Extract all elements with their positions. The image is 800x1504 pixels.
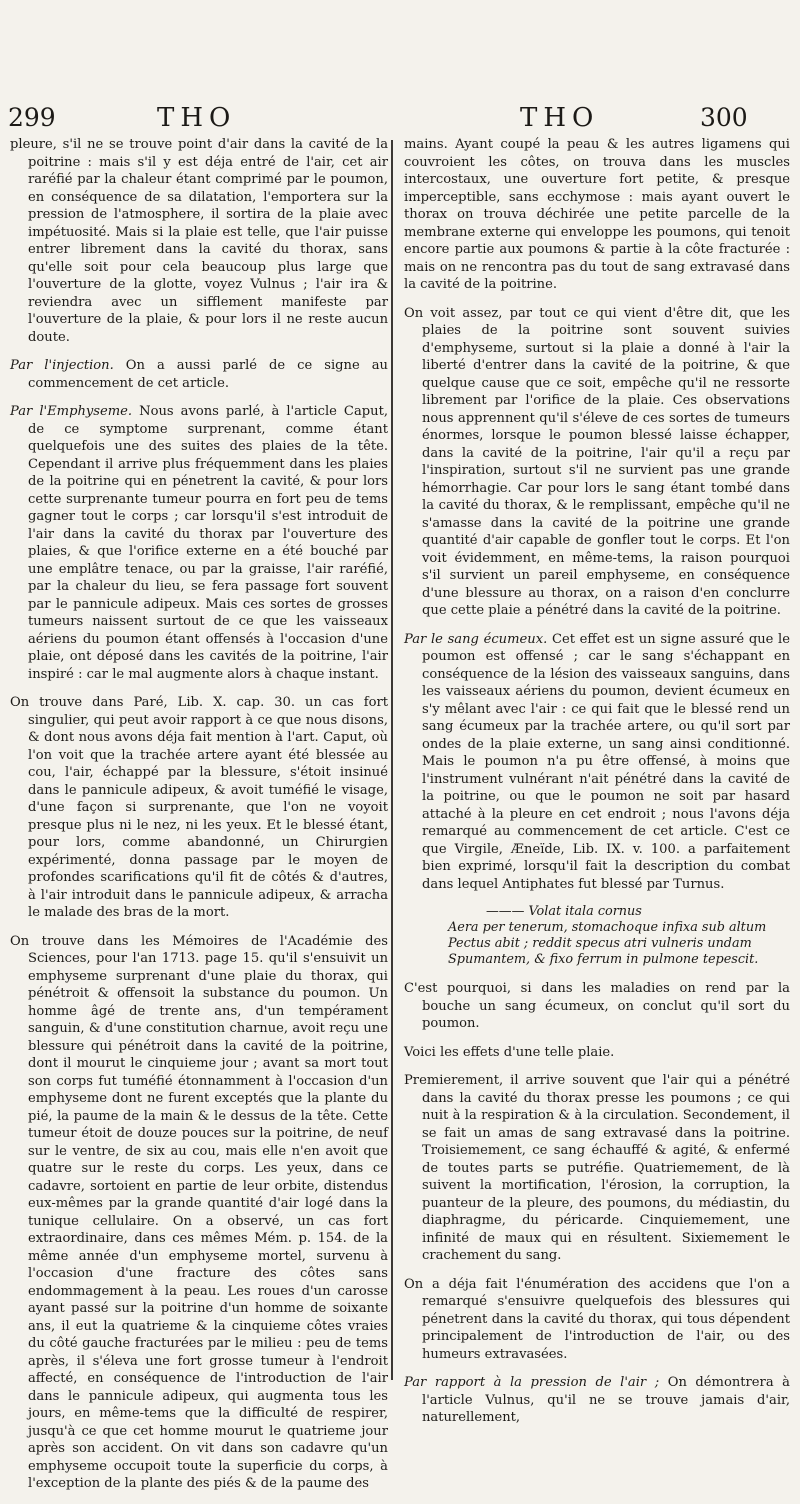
paragraph-lead: Par rapport à la pression de l'air ;	[404, 1375, 660, 1390]
right-running-head: THO	[520, 103, 600, 133]
paragraph	[404, 1072, 790, 1265]
left-column	[10, 136, 388, 1504]
verse-line: Aera per tenerum, stomachoque infixa sub altum	[448, 920, 767, 935]
paragraph-text: On a déja fait l'énumération des accidens que l'on a remarqué s'ensuivre quelquefois des blessures qui pénetrent dans la cavité du thorax, qui tous dépendent principalement de l'introduction de l'air, ou des humeurs extravasées.	[404, 1276, 790, 1362]
paragraph-text: C'est pourquoi, si dans les maladies on rend par la bouche un sang écumeux, on conclut qu'il sort du poumon.	[404, 981, 790, 1031]
left-running-head: THO	[157, 103, 237, 133]
paragraph-text: Premierement, il arrive souvent que l'air qui a pénétré dans la cavité du thorax presse les poumons ; ce qui nuit à la respiration & à la circulation. Secondement, il se fait un amas de sang extravasé dans la poitrine. Troisiemement, ce sang échauffé & agité, & enfermé de toutes parts se putréfie. Quatriemement, de là suivent la mortification, l'érosion, la corruption, la puanteur de la pleure, des poumons, du médiastin, du diaphragme, du péricarde. Cinquiemement, une infinité de maux qui en résultent. Sixiemement le crachement du sang.	[404, 1073, 790, 1263]
paragraph-text: On voit assez, par tout ce qui vient d'être dit, que les plaies de la poitrine sont souvent suivies d'emphyseme, surtout si la plaie a donné à l'air la liberté d'entrer dans la cavité de la poitrine, & que quelque cause que ce soit, empêche qu'il ne ressorte librement par l'orifice de la plaie. Ces observations nous apprennent qu'il s'éleve de ces sortes de tumeurs énormes, lorsque le poumon blessé laisse échapper, dans la cavité de la poitrine, l'air qu'il a reçu par l'inspiration, surtout s'il ne survient pas une grande hémorrhagie. Car pour lors le sang étant tombé dans la cavité du thorax, & le remplissant, empêche qu'il ne s'amasse dans la cavité de la poitrine une grande quantité d'air capable de gonfler tout le corps. Et l'on voit évidemment, en même-tems, la raison pourquoi s'il survient un pareil emphyseme, en conséquence d'une blessure au thorax, on a raison d'en conclurre que cette plaie a pénétré dans la cavité de la poitrine.	[404, 305, 790, 618]
paragraph-lead: Par l'Emphyseme.	[10, 404, 133, 419]
paragraph-text: Cet effet est un signe assuré que le poumon est offensé ; car le sang s'échappant en conséquence de la lésion des vaisseaux sanguins, dans les vaisseaux aériens du poumon, devient écumeux en s'y mêlant avec l'air : ce qui fait que le blessé rend un sang écumeux par la trachée artere, ou qu'il sort par ondes de la plaie externe, un sang ainsi conditionné. Mais le poumon n'a pu être offensé, à moins que l'instrument vulnérant n'ait pénétré dans la cavité de la poitrine, ou que le poumon ne soit par hasard attaché à la pleure en cet endroit ; nous l'avons déja remarqué au commencement de cet article. C'est ce que Virgile, Æneïde, Lib. IX. v. 100. a parfaitement bien exprimé, lorsqu'il fait la description du combat dans lequel Antiphates fut blessé par Turnus.	[422, 631, 790, 892]
paragraph	[10, 357, 388, 392]
paragraph	[404, 980, 790, 1033]
paragraph-text: mains. Ayant coupé la peau & les autres ligamens qui couvroient les côtes, on trouva dans les muscles intercostaux, une ouverture fort petite, & presque imperceptible, sans ecchymose : mais ayant ouvert le thorax on trouva déchirée une petite parcelle de la membrane externe qui enveloppe les poumons, qui tenoit encore partie aux poumons & partie à la côte fracturée : mais on ne rencontra pas du tout de sang extravasé dans la cavité de la poitrine.	[404, 137, 790, 292]
paragraph	[10, 136, 388, 346]
paragraph	[404, 1276, 790, 1364]
paragraph-text: On a aussi parlé de ce signe au commencement de cet article.	[28, 358, 388, 391]
paragraph	[10, 933, 388, 1493]
paragraph-text: On trouve dans les Mémoires de l'Académie des Sciences, pour l'an 1713. page 15. qu'il s'ensuivit un emphyseme surprenant d'une plaie du thorax, qui pénétroit & offensoit la substance du poumon. Un homme âgé de trente ans, d'un tempérament sanguin, & d'une constitution charnue, avoit reçu une blessure qui pénétroit dans la cavité de la poitrine, dont il mourut le cinquieme jour ; avant sa mort tout son corps fut tuméfié étonnamment à l'occasion d'un emphyseme dont ne furent exceptés que la plante du pié, la paume de la main & le dessus de la tête. Cette tumeur étoit de douze pouces sur la poitrine, de neuf sur le ventre, de six au cou, mais elle n'en avoit que quatre sur le reste du corps. Les yeux, dans ce cadavre, sortoient en partie de leur orbite, distendus eux-mêmes par la grande quantité d'air logé dans la tunique cellulaire. On a observé, un cas fort extraordinaire, dans ces mêmes Mém. p. 154. de la même année d'un emphyseme mortel, survenu à l'occasion d'une fracture des côtes sans endommagement à la peau. Les roues d'un carosse ayant passé sur la poitrine d'un homme de soixante ans, il eut la quatrieme & la cinquieme côtes vraies du côté gauche fracturées par le milieu : peu de tems après, il s'éleva une fort grosse tumeur à l'endroit affecté, en conséquence de l'introduction de l'air dans le pannicule adipeux, qui augmenta tous les jours, en même-tems que la difficulté de respirer, jusqu'à ce que cet homme mourut le quatrieme jour après son accident. On vit dans son cadavre qu'un emphyseme occupoit toute la superficie du corps, à l'exception de la plante des piés & de la paume des	[10, 933, 388, 1491]
verse-line: ——— Volat itala cornus	[486, 904, 642, 919]
paragraph	[10, 694, 388, 922]
paragraph	[404, 631, 790, 894]
left-page-number: 299	[8, 103, 56, 132]
paragraph-lead: Par le sang écumeux.	[404, 631, 548, 647]
paragraph-text: On trouve dans Paré, Lib. X. cap. 30. un cas fort singulier, qui peut avoir rapport à ce que nous disons, & dont nous avons déja fait mention à l'art. Caput, où l'on voit que la trachée artere ayant été blessée au cou, l'air, échappé par la blessure, s'étoit insinué dans le pannicule adipeux, & avoit tuméfié le visage, d'une façon si surprenante, que l'on ne voyoit presque plus ni le nez, ni les yeux. Et le blessé étant, pour lors, comme abandonné, un Chirurgien expérimenté, donna passage par le moyen de profondes scarifications qu'il fit de côtés & d'autres, à l'air introduit dans le pannicule adipeux, & arracha le malade des bras de la mort.	[10, 695, 388, 920]
paragraph	[404, 136, 790, 294]
paragraph	[404, 1044, 790, 1062]
verse-line: Pectus abit ; reddit specus atri vulneris undam	[448, 936, 752, 951]
paragraph	[404, 305, 790, 620]
paragraph	[10, 403, 388, 683]
paragraph-text: Nous avons parlé, à l'article Caput, de ce symptome surprenant, comme étant quelquefois une des suites des plaies de la tête. Cependant il arrive plus fréquemment dans les plaies de la poitrine qui en pénetrent la cavité, & pour lors cette surprenante tumeur pourra en fort peu de tems gagner tout le corps ; car lorsqu'il s'est introduit de l'air dans la cavité du thorax par l'ouverture des plaies, & que l'orifice externe en a été bouché par une emplâtre tenace, ou par la graisse, l'air raréfié, par la chaleur du lieu, se fera passage fort souvent par le pannicule adipeux. Mais ces sortes de grosses tumeurs naissent surtout de ce que les vaisseaux aériens du poumon étant offensés à l'occasion d'une plaie, ont déposé dans les cavités de la poitrine, l'air inspiré : car le mal augmente alors à chaque instant.	[28, 404, 388, 682]
paragraph	[404, 1374, 790, 1427]
paragraph-text: Voici les effets d'une telle plaie.	[404, 1044, 615, 1060]
verse-line: Spumantem, & fixo ferrum in pulmone tepescit.	[448, 952, 759, 967]
paragraph-lead: Par l'injection.	[10, 358, 114, 373]
paragraph-text: pleure, s'il ne se trouve point d'air dans la cavité de la poitrine : mais s'il y est déja entré de l'air, cet air raréfié par la chaleur étant comprimé par le poumon, en conséquence de sa dilatation, l'emportera sur la pression de l'atmosphere, il sortira de la plaie avec impétuosité. Mais si la plaie est telle, que l'air puisse entrer librement dans la cavité du thorax, sans qu'elle soit pour cela beaucoup plus large que l'ouverture de la glotte, voyez Vulnus ; l'air ira & reviendra avec un sifflement manifeste par l'ouverture de la plaie, & pour lors il ne reste aucun doute.	[10, 137, 388, 345]
right-page-number: 300	[700, 103, 748, 132]
right-column	[404, 136, 790, 1438]
paragraph-text: On démontrera à l'article Vulnus, qu'il ne se trouve jamais d'air, naturellement,	[422, 1375, 790, 1425]
column-divider	[391, 140, 393, 1380]
latin-verse-quote	[448, 904, 790, 968]
